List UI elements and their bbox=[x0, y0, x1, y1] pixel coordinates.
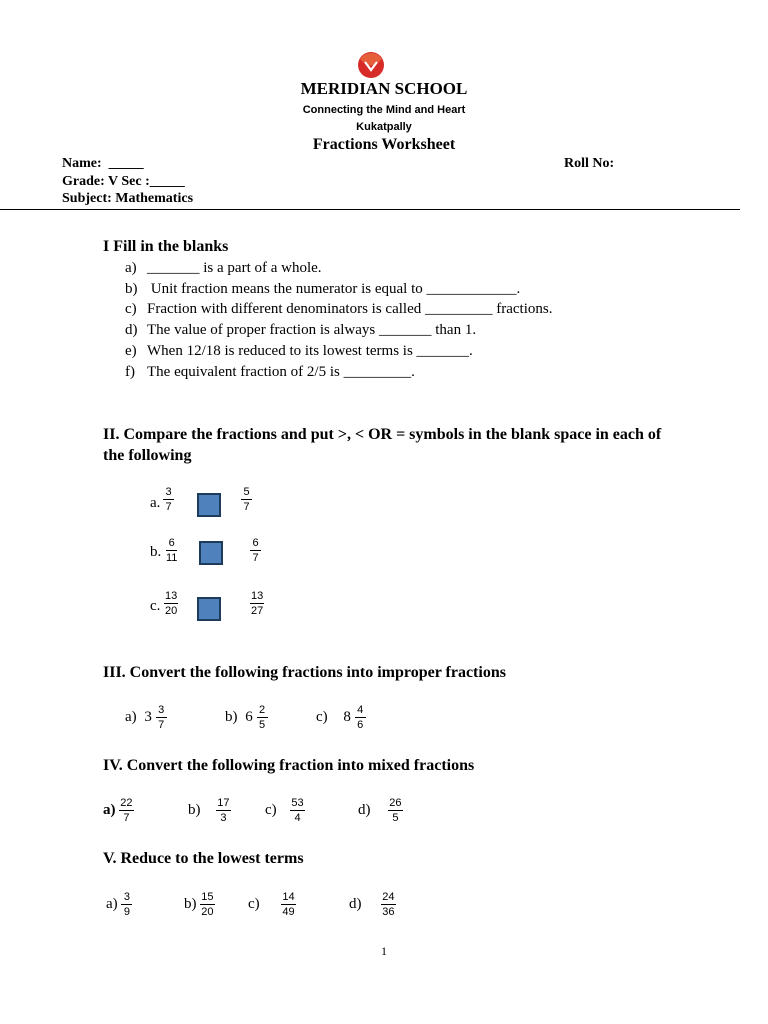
reduce-item bbox=[248, 891, 296, 918]
numerator: 13 bbox=[165, 590, 178, 602]
improper-fraction bbox=[216, 797, 230, 824]
item-label: a) bbox=[103, 801, 116, 818]
item-text: _______ is a part of a whole. bbox=[147, 260, 322, 276]
item-label: c) bbox=[248, 895, 260, 912]
mixed-item bbox=[358, 797, 403, 824]
mixed-fraction bbox=[355, 704, 366, 731]
fill-blank-item bbox=[125, 281, 520, 298]
reduce-item bbox=[349, 891, 396, 918]
item-label: a) bbox=[125, 708, 137, 725]
whole-number: 3 bbox=[144, 708, 152, 725]
fraction bbox=[381, 891, 395, 918]
numerator: 26 bbox=[389, 797, 402, 809]
name-field: Name: _____ bbox=[62, 156, 144, 171]
school-location: Kukatpally bbox=[356, 121, 412, 133]
item-label: d) bbox=[358, 801, 371, 818]
numerator: 17 bbox=[217, 797, 230, 809]
denominator: 7 bbox=[158, 719, 165, 731]
fraction bbox=[121, 891, 132, 918]
compare-item-label: b. bbox=[150, 544, 162, 560]
numerator: 4 bbox=[355, 704, 366, 718]
fill-blank-item bbox=[125, 301, 552, 318]
compare-right-fraction bbox=[250, 590, 264, 617]
numerator: 22 bbox=[120, 797, 133, 809]
mixed-item bbox=[265, 797, 305, 824]
mixed-item bbox=[188, 797, 231, 824]
header-divider bbox=[0, 209, 740, 210]
denominator: 49 bbox=[282, 906, 295, 918]
item-label: c) bbox=[265, 801, 277, 818]
mixed-item bbox=[103, 797, 134, 824]
numerator: 13 bbox=[251, 590, 264, 602]
item-text: Unit fraction means the numerator is equal to ____________. bbox=[147, 281, 521, 297]
worksheet-title: Fractions Worksheet bbox=[312, 136, 456, 153]
numerator: 5 bbox=[241, 486, 252, 500]
denominator: 36 bbox=[382, 906, 395, 918]
fraction bbox=[200, 891, 214, 918]
numerator: 6 bbox=[250, 537, 261, 551]
improper-item bbox=[225, 704, 268, 731]
improper-item bbox=[316, 704, 366, 731]
numerator: 15 bbox=[201, 891, 214, 903]
section-4-heading: IV. Convert the following fraction into mixed fractions bbox=[103, 757, 475, 774]
school-logo-icon bbox=[356, 50, 386, 80]
numerator: 6 bbox=[166, 537, 177, 551]
section-3-heading: III. Convert the following fractions into improper fractions bbox=[103, 664, 506, 681]
compare-item-label: a. bbox=[150, 495, 161, 511]
subject-field: Subject: Mathematics bbox=[62, 191, 194, 206]
item-label: a) bbox=[106, 895, 118, 912]
numerator: 3 bbox=[121, 891, 132, 905]
denominator: 7 bbox=[252, 552, 259, 564]
denominator: 7 bbox=[243, 501, 250, 513]
improper-item bbox=[125, 704, 167, 731]
reduce-item bbox=[106, 891, 132, 918]
item-label: c) bbox=[316, 708, 328, 725]
section-2-heading-line-1: II. Compare the fractions and put >, < OR = symbols in the blank space in each of bbox=[103, 426, 662, 443]
numerator: 3 bbox=[156, 704, 167, 718]
school-name: MERIDIAN SCHOOL bbox=[300, 79, 468, 98]
compare-left-fraction bbox=[166, 537, 177, 564]
fill-blank-item bbox=[125, 322, 476, 339]
compare-item-label: c. bbox=[150, 598, 161, 614]
whole-number: 8 bbox=[343, 708, 351, 725]
section-2-heading-line-2: the following bbox=[103, 447, 192, 464]
item-text: Fraction with different denominators is called _________ fractions. bbox=[147, 301, 553, 317]
fill-blank-item bbox=[125, 260, 322, 277]
reduce-item bbox=[184, 891, 215, 918]
item-label: b) bbox=[125, 281, 138, 297]
grade-section-field: Grade: V Sec :_____ bbox=[62, 174, 185, 189]
whole-number: 6 bbox=[245, 708, 253, 725]
answer-box[interactable] bbox=[197, 493, 221, 517]
denominator: 20 bbox=[201, 906, 214, 918]
fill-blank-item bbox=[125, 343, 473, 360]
compare-left-fraction bbox=[164, 590, 178, 617]
compare-right-fraction bbox=[250, 537, 261, 564]
school-tagline: Connecting the Mind and Heart bbox=[302, 104, 466, 116]
item-label: c) bbox=[125, 301, 137, 317]
compare-right-fraction bbox=[241, 486, 252, 513]
numerator: 14 bbox=[282, 891, 295, 903]
item-label: b) bbox=[188, 801, 201, 818]
page-number: 1 bbox=[381, 944, 387, 958]
section-1-heading: I Fill in the blanks bbox=[103, 238, 229, 255]
denominator: 27 bbox=[251, 605, 264, 617]
numerator: 24 bbox=[382, 891, 395, 903]
denominator: 3 bbox=[220, 812, 227, 824]
numerator: 2 bbox=[257, 704, 268, 718]
numerator: 53 bbox=[291, 797, 304, 809]
item-label: b) bbox=[225, 708, 238, 725]
denominator: 20 bbox=[165, 605, 178, 617]
improper-fraction bbox=[388, 797, 402, 824]
denominator: 9 bbox=[123, 906, 130, 918]
item-label: e) bbox=[125, 343, 137, 359]
section-5-heading: V. Reduce to the lowest terms bbox=[103, 850, 304, 867]
denominator: 6 bbox=[357, 719, 364, 731]
denominator: 7 bbox=[165, 501, 172, 513]
numerator: 3 bbox=[163, 486, 174, 500]
item-label: a) bbox=[125, 260, 137, 276]
item-text: The equivalent fraction of 2/5 is _________. bbox=[147, 364, 415, 380]
item-label: f) bbox=[125, 364, 135, 380]
item-text: When 12/18 is reduced to its lowest terms is _______. bbox=[147, 343, 473, 359]
improper-fraction bbox=[290, 797, 304, 824]
denominator: 7 bbox=[123, 812, 130, 824]
answer-box[interactable] bbox=[197, 597, 221, 621]
compare-left-fraction bbox=[163, 486, 174, 513]
item-label: b) bbox=[184, 895, 197, 912]
fraction bbox=[281, 891, 295, 918]
denominator: 4 bbox=[294, 812, 301, 824]
denominator: 11 bbox=[166, 552, 178, 564]
fill-blank-item bbox=[125, 364, 415, 381]
denominator: 5 bbox=[392, 812, 399, 824]
answer-box[interactable] bbox=[199, 541, 223, 565]
item-label: d) bbox=[349, 895, 362, 912]
item-label: d) bbox=[125, 322, 138, 338]
roll-number-field: Roll No: bbox=[564, 156, 615, 171]
improper-fraction bbox=[119, 797, 133, 824]
item-text: The value of proper fraction is always _______ than 1. bbox=[147, 322, 477, 338]
denominator: 5 bbox=[258, 719, 266, 731]
mixed-fraction bbox=[257, 704, 268, 731]
mixed-fraction bbox=[156, 704, 167, 731]
